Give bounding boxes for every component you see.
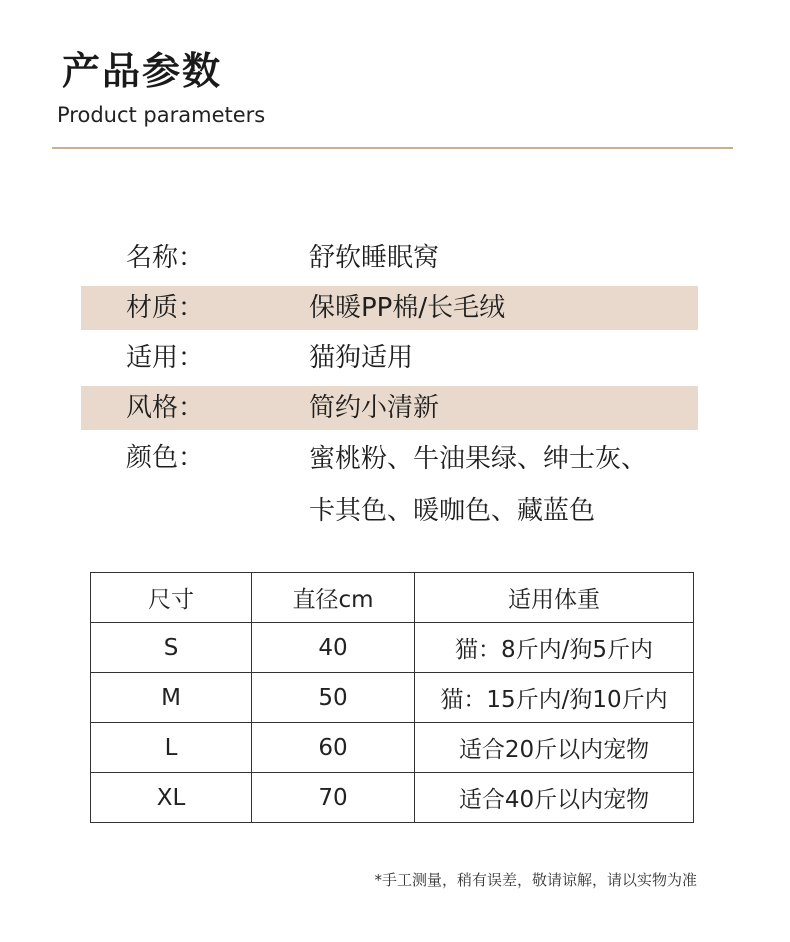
cell-weight: 适合40斤以内宠物: [415, 773, 694, 823]
column-header-weight: 适用体重: [415, 573, 694, 623]
param-row-color: [81, 436, 698, 536]
table-row: [91, 773, 694, 823]
param-value: 猫狗适用: [309, 343, 414, 373]
param-label: 名称：: [126, 243, 205, 273]
page-subtitle: Product parameters: [57, 103, 266, 127]
cell-size: L: [91, 723, 252, 773]
color-line-2: 卡其色、暖咖色、藏蓝色: [309, 496, 596, 526]
cell-size: S: [91, 623, 252, 673]
param-row-suitable: [81, 336, 698, 380]
cell-diameter: 70: [252, 773, 415, 823]
param-label: 颜色：: [126, 443, 205, 473]
cell-diameter: 50: [252, 673, 415, 723]
table-row: [91, 673, 694, 723]
cell-diameter: 40: [252, 623, 415, 673]
size-table: [90, 572, 694, 823]
param-label: 适用：: [126, 343, 205, 373]
param-label: 风格：: [126, 393, 205, 423]
table-row: [91, 723, 694, 773]
cell-diameter: 60: [252, 723, 415, 773]
param-row-material: [81, 286, 698, 330]
param-row-style: [81, 386, 698, 430]
param-label: 材质：: [126, 293, 205, 323]
table-header-row: [91, 573, 694, 623]
param-row-name: [81, 236, 698, 280]
parameter-list: [81, 236, 698, 542]
cell-weight: 猫：8斤内/狗5斤内: [415, 623, 694, 673]
cell-size: M: [91, 673, 252, 723]
cell-weight: 适合20斤以内宠物: [415, 723, 694, 773]
param-value: 简约小清新: [309, 393, 440, 423]
title-divider: [52, 147, 733, 149]
param-value: 保暖PP棉/长毛绒: [309, 293, 506, 323]
page-title: 产品参数: [62, 49, 223, 93]
param-value: [309, 433, 689, 537]
column-header-size: 尺寸: [91, 573, 252, 623]
param-value: 舒软睡眠窝: [309, 243, 440, 273]
cell-size: XL: [91, 773, 252, 823]
color-line-1: 蜜桃粉、牛油果绿、绅士灰、: [309, 444, 648, 474]
column-header-diameter: 直径cm: [252, 573, 415, 623]
cell-weight: 猫：15斤内/狗10斤内: [415, 673, 694, 723]
measurement-footnote: *手工测量，稍有误差，敬请谅解，请以实物为准: [374, 871, 697, 889]
table-row: [91, 623, 694, 673]
